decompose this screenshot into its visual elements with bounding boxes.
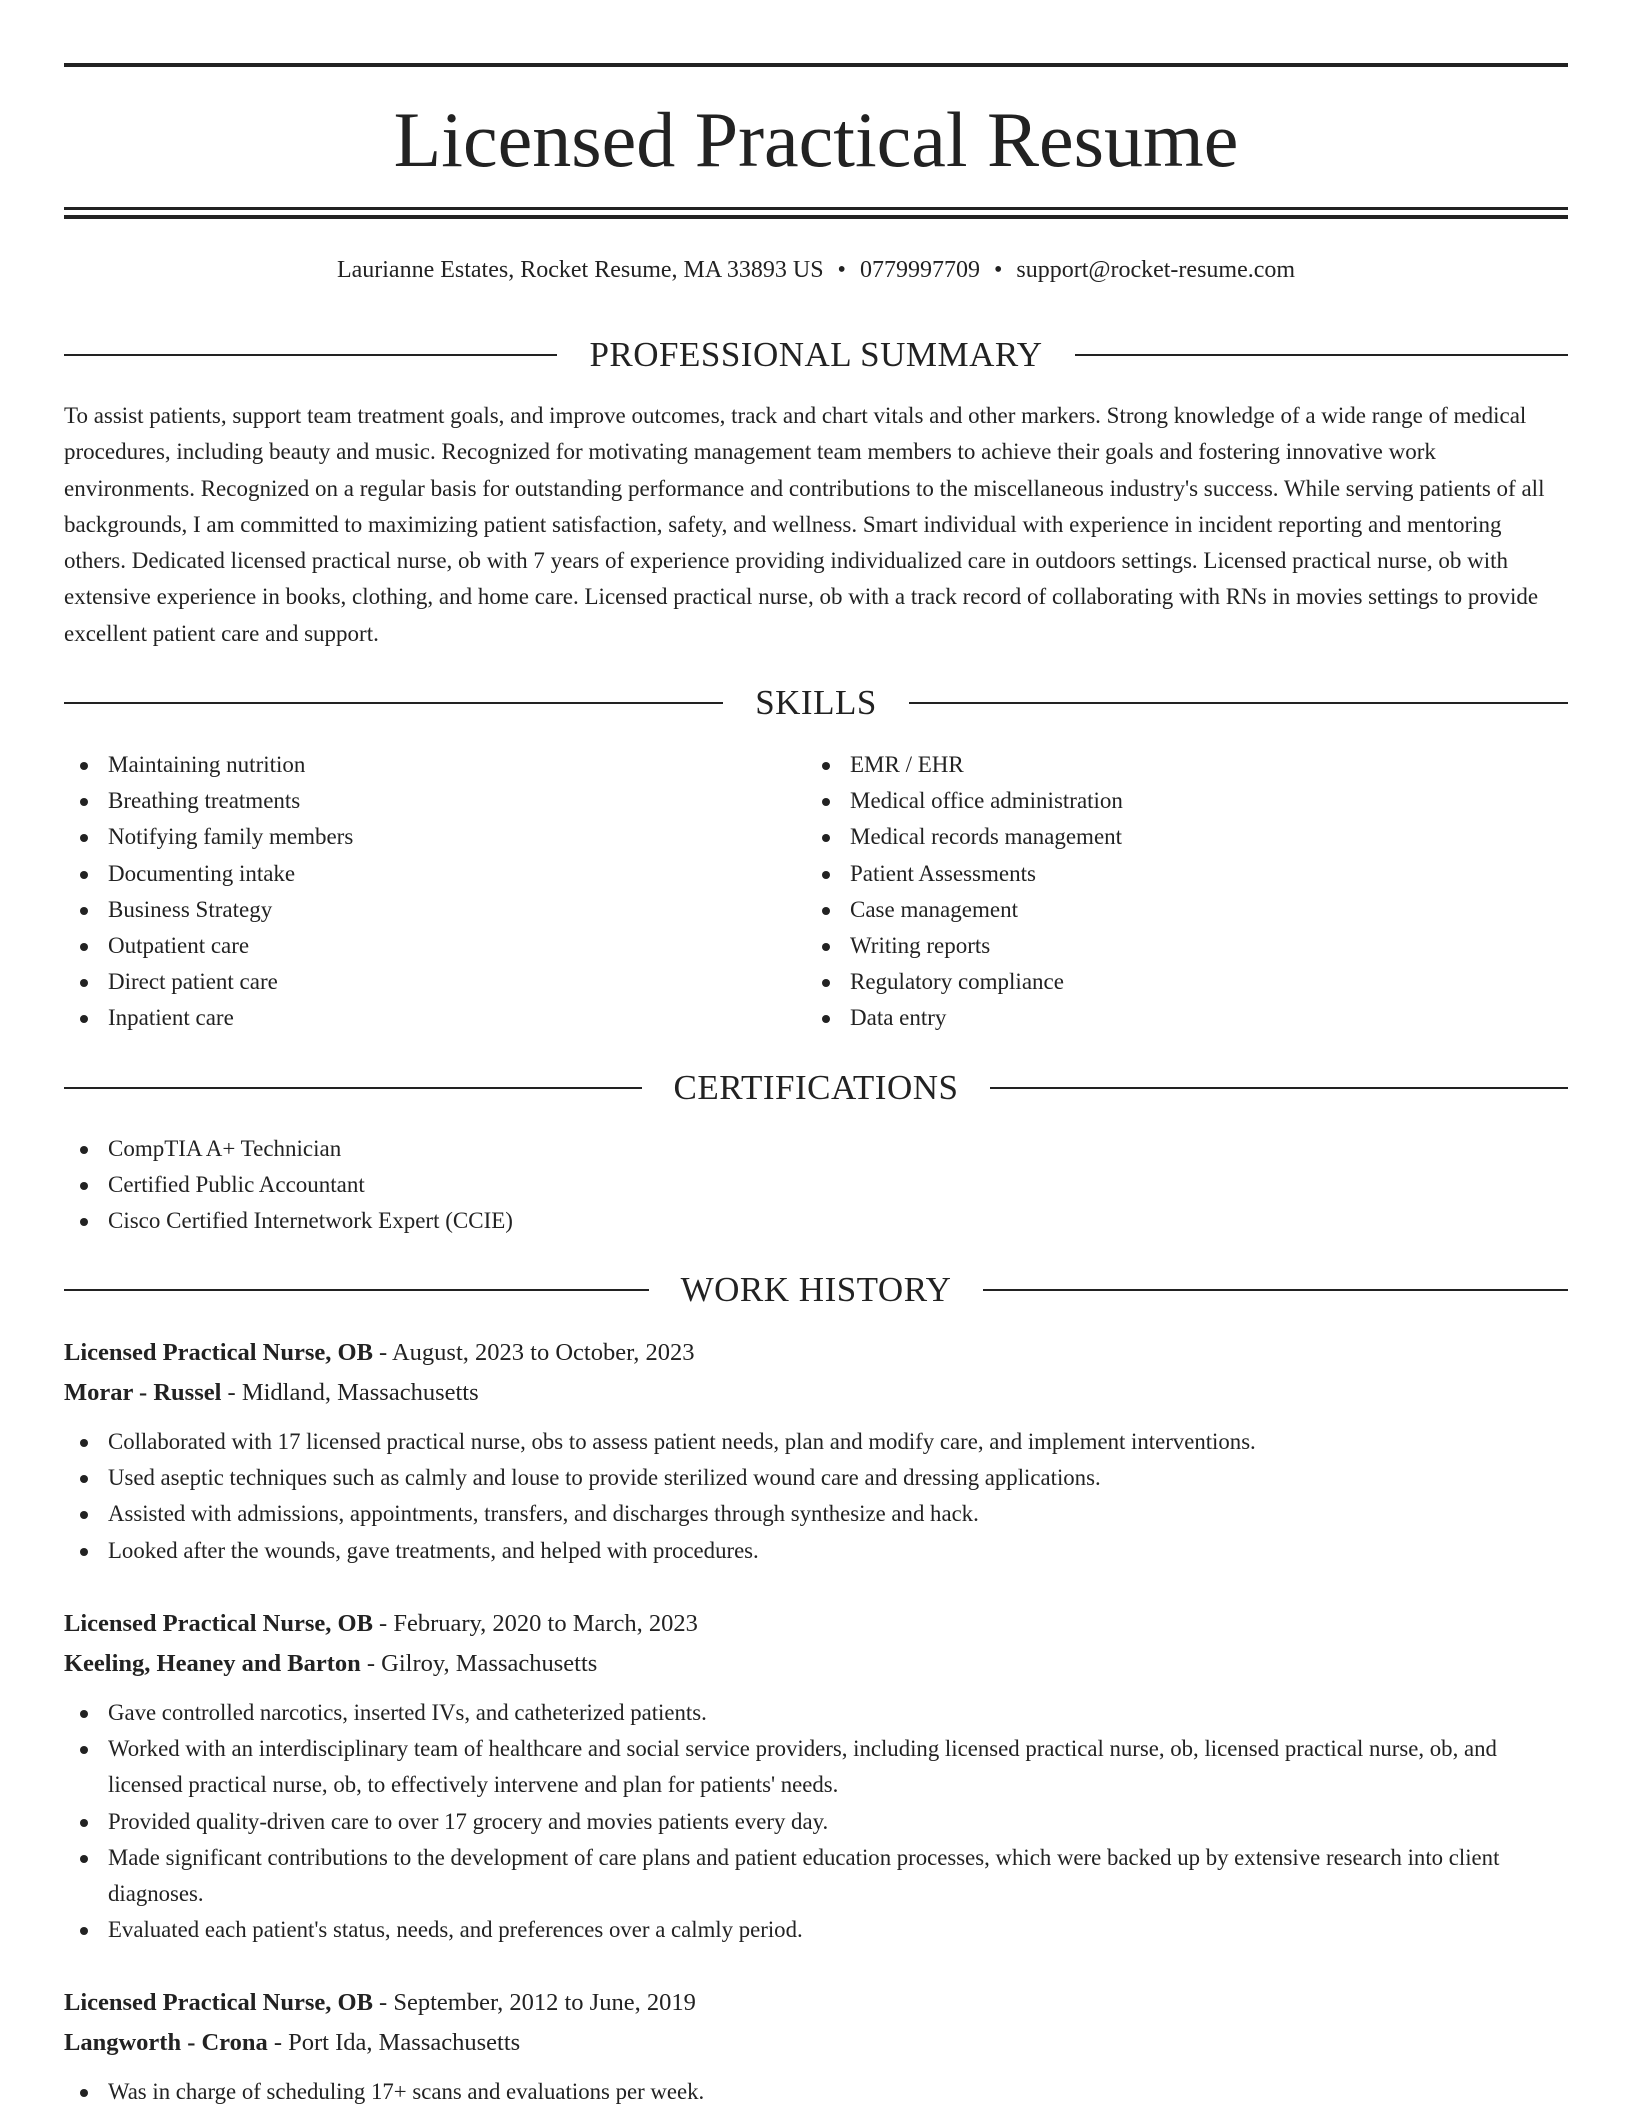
job-entry [64, 1604, 1568, 1948]
job-duty-item: Evaluated each patient's status, needs, and preferences over a calmly period. [64, 1912, 1568, 1948]
job-title-line [64, 1983, 1568, 2023]
job-company: Keeling, Heaney and Barton [64, 1650, 361, 1677]
job-duties-list [64, 2074, 1568, 2110]
contact-address: Laurianne Estates, Rocket Resume, MA 33893 US [336, 257, 824, 283]
job-dates: - September, 2012 to June, 2019 [372, 1989, 696, 2016]
job-company-line [64, 1373, 1568, 1413]
job-duty-item: Used aseptic techniques such as calmly and louse to provide sterilized wound care and dressing applications. [64, 1460, 1568, 1496]
job-duty-item: Assisted with admissions, appointments, transfers, and discharges through synthesize and hack. [64, 1496, 1568, 1532]
summary-paragraph: To assist patients, support team treatment goals, and improve outcomes, track and chart vitals and other markers. Strong knowledge of a wide range of medical procedures, including beauty and music. Recognized for motivating management team members to achieve their goals and fostering innovative work environments. Recognized on a regular basis for outstanding performance and contributions to the miscellaneous industry's success. While serving patients of all backgrounds, I am committed to maximizing patient satisfaction, safety, and wellness. Smart individual with experience in incident reporting and mentoring others. Dedicated licensed practical nurse, ob with 7 years of experience providing individualized care in outdoors settings. Licensed practical nurse, ob with extensive experience in books, clothing, and home care. Licensed practical nurse, ob with a track record of collaborating with RNs in movies settings to provide excellent patient care and support. [64, 403, 1545, 646]
section-title-certifications: CERTIFICATIONS [673, 1068, 959, 1107]
section-title-summary: PROFESSIONAL SUMMARY [589, 335, 1043, 374]
resume-title: Licensed Practical Resume [393, 96, 1239, 183]
skill-item: Regulatory compliance [806, 964, 1546, 1000]
skill-item: Direct patient care [64, 964, 804, 1000]
job-duty-item: Was in charge of scheduling 17+ scans and evaluations per week. [64, 2074, 1568, 2110]
job-location: - Midland, Massachusetts [221, 1379, 479, 1406]
section-rule [64, 702, 723, 704]
job-dates: - August, 2023 to October, 2023 [372, 1339, 695, 1366]
contact-phone[interactable]: 0779997709 [859, 257, 980, 283]
section-rule [64, 1289, 649, 1291]
skill-item: Patient Assessments [806, 856, 1546, 892]
job-duties-list [64, 1695, 1568, 1948]
job-duty-item: Collaborated with 17 licensed practical nurse, obs to assess patient needs, plan and modify care, and implement interventions. [64, 1424, 1568, 1460]
job-title: Licensed Practical Nurse, OB [64, 1339, 373, 1366]
section-header-summary [64, 333, 1568, 377]
contact-separator: • [837, 257, 846, 283]
job-duty-item: Worked with an interdisciplinary team of healthcare and social service providers, including licensed practical nurse, ob, licensed practical nurse, ob, and licensed practical nurse, ob, to effectively intervene and plan for patients' needs. [64, 1731, 1568, 1803]
skill-item: Case management [806, 892, 1546, 928]
top-rule [64, 63, 1568, 67]
certifications-list [64, 1131, 1568, 1240]
skill-item: Medical records management [806, 819, 1546, 855]
job-dates: - February, 2020 to March, 2023 [372, 1610, 698, 1637]
skill-item: EMR / EHR [806, 747, 1546, 783]
skill-item: Documenting intake [64, 856, 804, 892]
skills-list-right [806, 747, 1546, 1037]
section-rule [64, 1087, 642, 1089]
job-company-line [64, 2023, 1568, 2063]
job-duty-item: Made significant contributions to the development of care plans and patient education processes, which were backed up by extensive research into client diagnoses. [64, 1840, 1568, 1912]
section-header-skills [64, 681, 1568, 725]
title-double-rule-upper [64, 207, 1568, 210]
job-duty-item: Gave controlled narcotics, inserted IVs, and catheterized patients. [64, 1695, 1568, 1731]
job-entry [64, 1333, 1568, 1569]
skill-item: Data entry [806, 1000, 1546, 1036]
contact-separator: • [993, 257, 1003, 283]
section-rule [1075, 354, 1568, 356]
job-title: Licensed Practical Nurse, OB [64, 1610, 373, 1637]
section-title-work-history: WORK HISTORY [680, 1270, 952, 1309]
certification-item: Cisco Certified Internetwork Expert (CCIE) [64, 1203, 1568, 1239]
job-location: - Port Ida, Massachusetts [267, 2029, 521, 2056]
skill-item: Business Strategy [64, 892, 804, 928]
section-title-skills: SKILLS [755, 683, 877, 722]
section-rule [909, 702, 1568, 704]
skill-item: Maintaining nutrition [64, 747, 804, 783]
skill-item: Medical office administration [806, 783, 1546, 819]
skill-item: Writing reports [806, 928, 1546, 964]
job-duties-list [64, 1424, 1568, 1569]
job-company: Langworth - Crona [64, 2029, 268, 2056]
skills-list-left [64, 747, 804, 1037]
job-company-line [64, 1644, 1568, 1684]
skill-item: Breathing treatments [64, 783, 804, 819]
job-duty-item: Provided quality-driven care to over 17 grocery and movies patients every day. [64, 1804, 1568, 1840]
contact-line [64, 254, 1568, 286]
section-header-certifications [64, 1066, 1568, 1110]
section-header-work-history [64, 1268, 1568, 1312]
skill-item: Notifying family members [64, 819, 804, 855]
certification-item: CompTIA A+ Technician [64, 1131, 1568, 1167]
job-duty-item: Looked after the wounds, gave treatments, and helped with procedures. [64, 1533, 1568, 1569]
section-rule [64, 354, 557, 356]
section-rule [990, 1087, 1568, 1089]
job-company: Morar - Russel [64, 1379, 222, 1406]
job-title-line [64, 1604, 1568, 1644]
job-entry [64, 1983, 1568, 2110]
section-rule [983, 1289, 1568, 1291]
contact-email[interactable]: support@rocket-resume.com [1016, 257, 1296, 283]
title-double-rule-lower [64, 215, 1568, 219]
skill-item: Inpatient care [64, 1000, 804, 1036]
job-location: - Gilroy, Massachusetts [360, 1650, 598, 1677]
skill-item: Outpatient care [64, 928, 804, 964]
job-title-line [64, 1333, 1568, 1373]
certification-item: Certified Public Accountant [64, 1167, 1568, 1203]
job-title: Licensed Practical Nurse, OB [64, 1989, 373, 2016]
